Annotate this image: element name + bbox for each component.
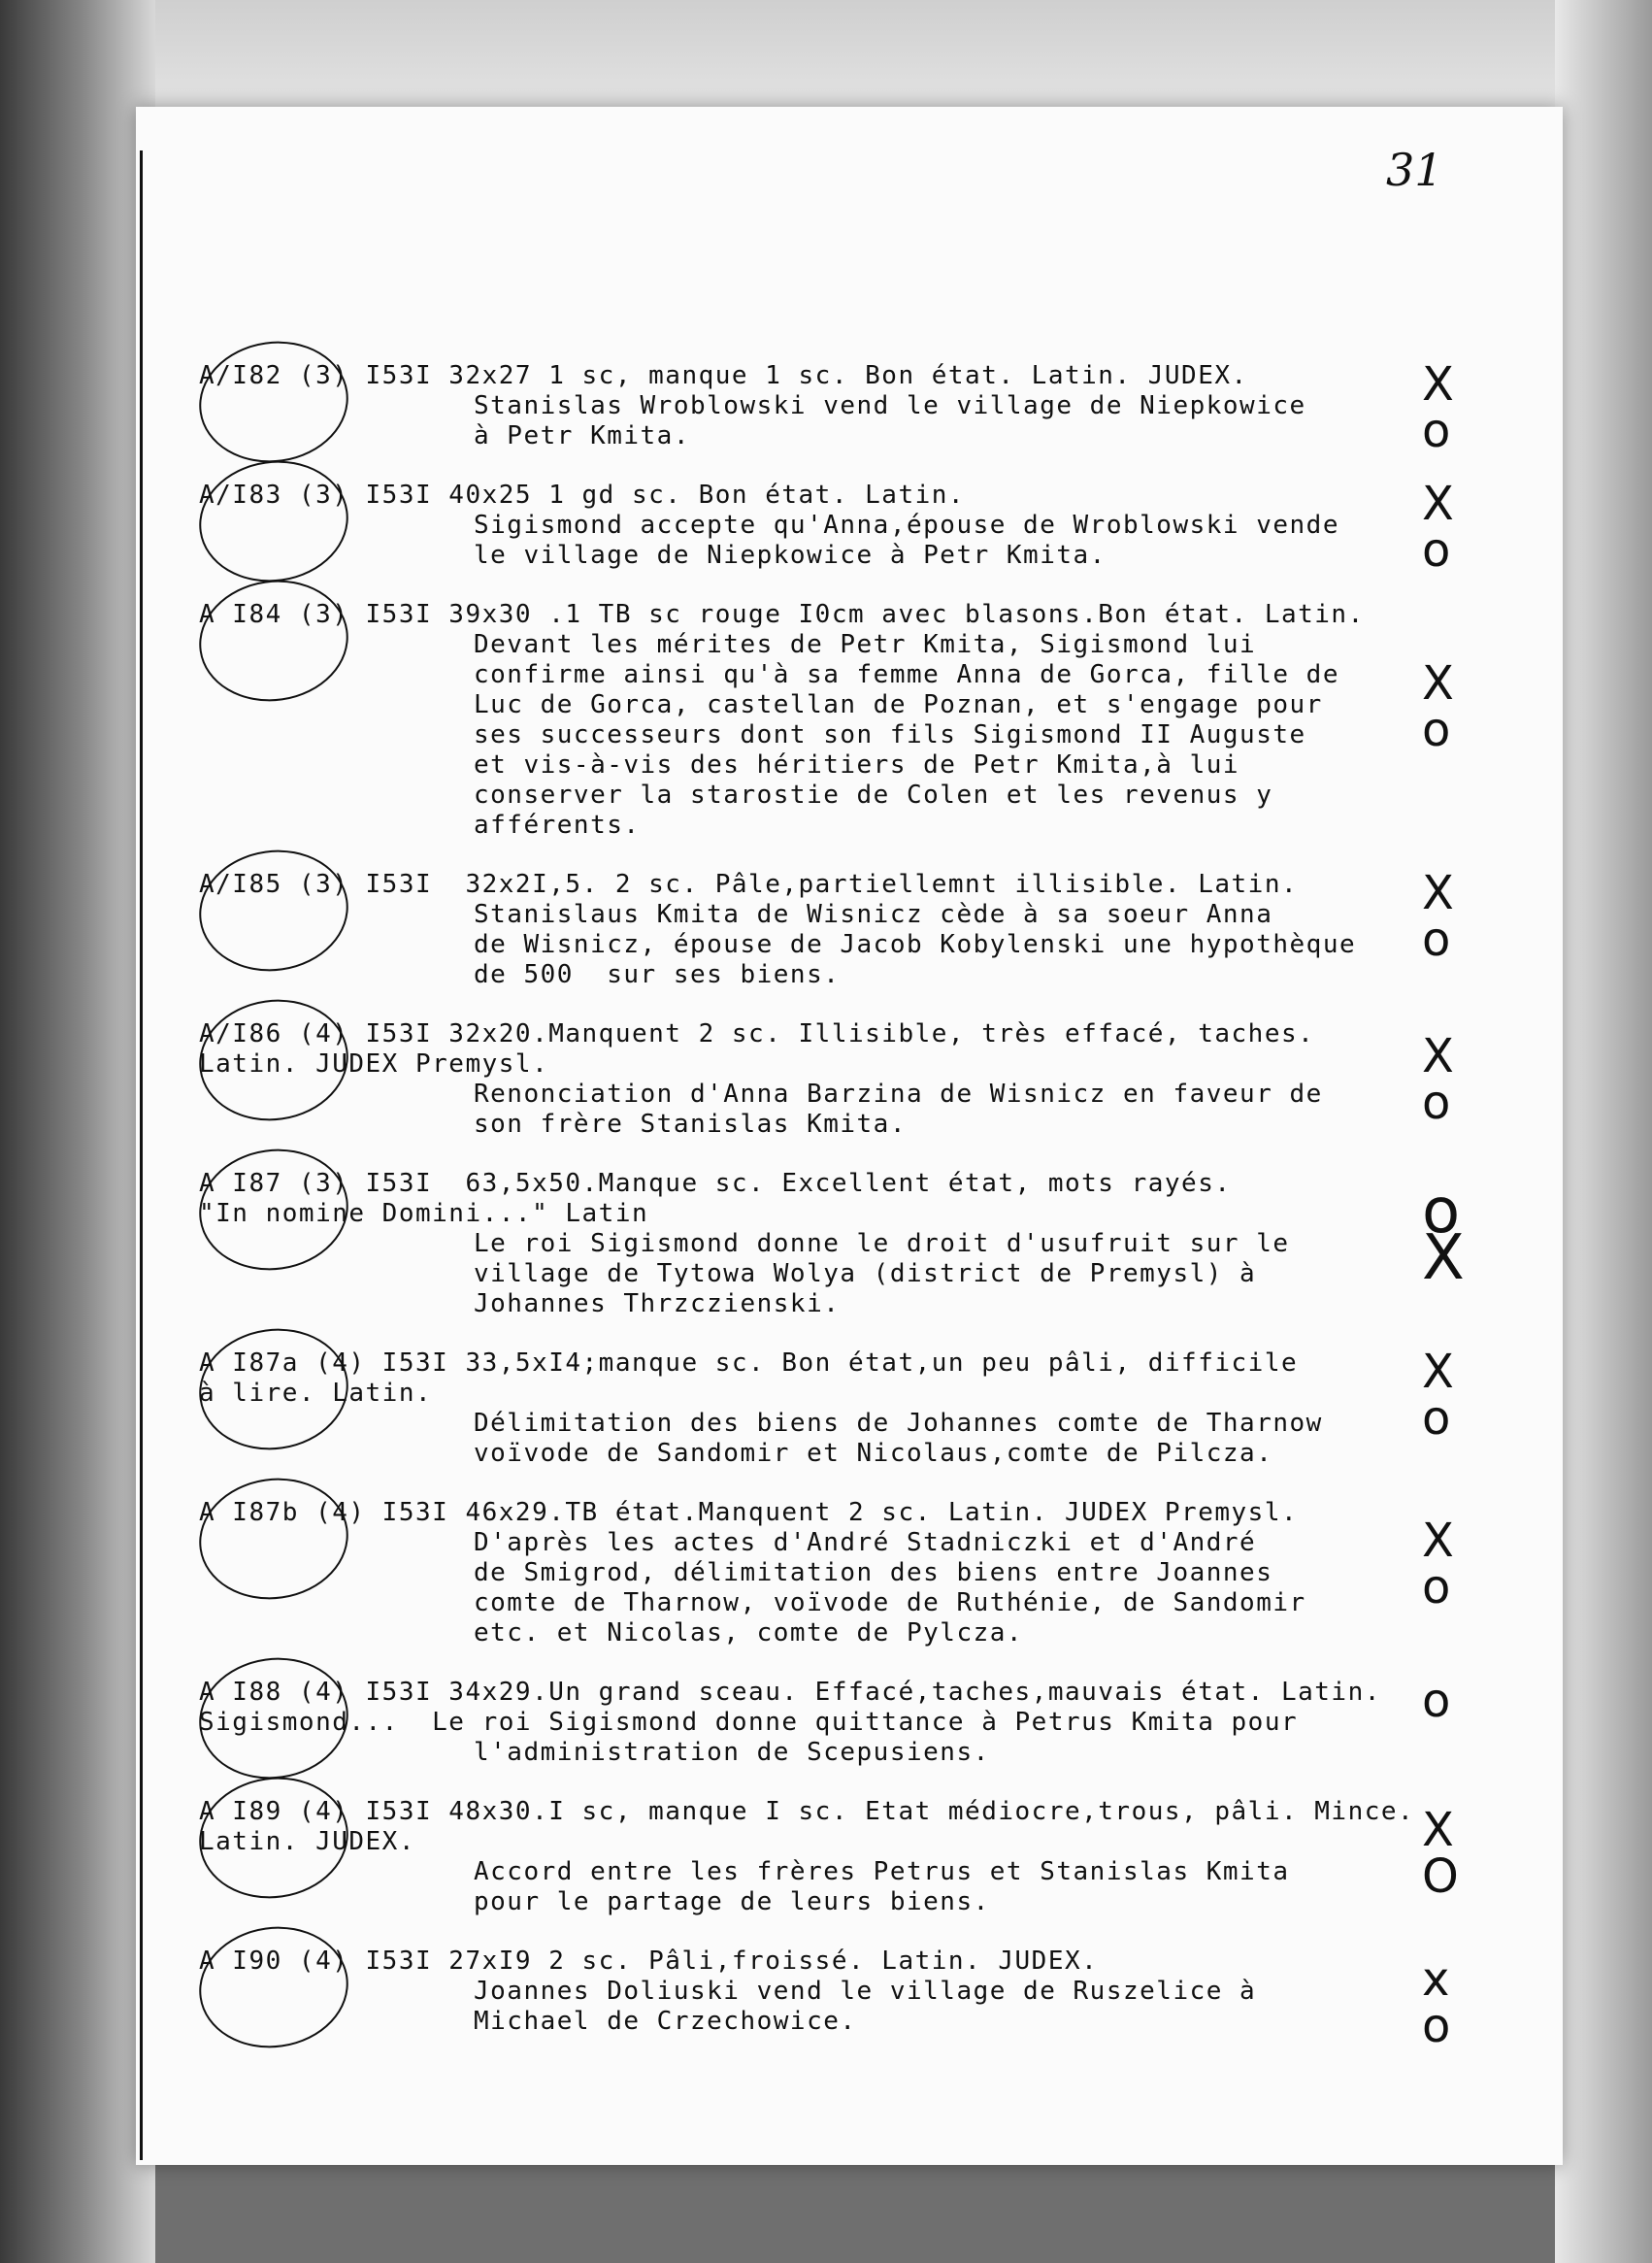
inventory-entry <box>199 1498 1490 1648</box>
entry-text-line: Luc de Gorca, castellan de Poznan, et s'engage pour <box>474 690 1323 719</box>
entry-text-line: Stanislas Wroblowski vend le village de Niepkowice <box>474 391 1306 420</box>
entry-header-line: A I87a (4) I53I 33,5xI4;manque sc. Bon état,un peu pâli, difficile <box>199 1348 1299 1378</box>
inventory-list <box>199 357 1490 2066</box>
entry-text-line: etc. et Nicolas, comte de Pylcza. <box>474 1618 1024 1647</box>
entry-text-line: le village de Niepkowice à Petr Kmita. <box>474 541 1107 570</box>
entry-text-line: Michael de Crzechowice. <box>474 2007 857 2036</box>
entry-text-line: Accord entre les frères Petrus et Stanislas Kmita <box>474 1857 1290 1886</box>
entry-header-line: A/I86 (4) I53I 32x20.Manquent 2 sc. Illisible, très effacé, taches. <box>199 1019 1315 1048</box>
handwritten-check-mark: x o <box>1422 1952 1451 2053</box>
entry-text-line: conserver la starostie de Colen et les revenus y <box>474 781 1273 810</box>
entry-text-line: comte de Tharnow, voïvode de Ruthénie, de Sandomir <box>474 1588 1306 1617</box>
entry-header-line: A/I85 (3) I53I 32x2I,5. 2 sc. Pâle,partiellemnt illisible. Latin. <box>199 870 1299 899</box>
scan-background-right <box>1555 0 1652 2263</box>
margin-rule <box>140 150 143 2160</box>
entry-text-line: afférents. <box>474 811 641 840</box>
entry-header-line: Latin. JUDEX Premysl. <box>199 1049 549 1079</box>
entry-text-line: Stanislaus Kmita de Wisnicz cède à sa soeur Anna <box>474 900 1273 929</box>
entry-text-line: l'administration de Scepusiens. <box>474 1738 990 1767</box>
handwritten-check-mark: X o <box>1422 1345 1454 1446</box>
page-number: 31 <box>1386 144 1443 196</box>
handwritten-check-mark: X O <box>1422 1803 1459 1904</box>
entry-text-line: Renonciation d'Anna Barzina de Wisnicz en faveur de <box>474 1080 1323 1109</box>
entry-text-line: Sigismond accepte qu'Anna,épouse de Wroblowski vende <box>474 511 1339 540</box>
entry-header-line: Sigismond... Le roi Sigismond donne quittance à Petrus Kmita pour <box>199 1708 1299 1737</box>
entry-header-line: A I89 (4) I53I 48x30.I sc, manque I sc. Etat médiocre,trous, pâli. Mince. <box>199 1797 1415 1826</box>
handwritten-check-mark: X o <box>1422 656 1454 757</box>
entry-text-line: D'après les actes d'André Stadniczki et d'André <box>474 1528 1257 1557</box>
handwritten-check-mark: o <box>1422 1674 1451 1728</box>
entry-text-line: confirme ainsi qu'à sa femme Anna de Gorca, fille de <box>474 660 1339 689</box>
inventory-entry <box>199 1019 1490 1140</box>
entry-text-line: de Smigrod, délimitation des biens entre Joannes <box>474 1558 1273 1587</box>
handwritten-check-mark: X o <box>1422 477 1454 578</box>
entry-text-line: Johannes Thrzczienski. <box>474 1289 841 1318</box>
handwritten-check-mark: X o <box>1422 1514 1454 1614</box>
entry-header-line: A/I83 (3) I53I 40x25 1 gd sc. Bon état. Latin. <box>199 481 966 510</box>
entry-text-line: Le roi Sigismond donne le droit d'usufruit sur le <box>474 1229 1290 1258</box>
inventory-entry <box>199 600 1490 841</box>
entry-text-line: Devant les mérites de Petr Kmita, Sigismond lui <box>474 630 1257 659</box>
entry-header-line: "In nomine Domini..." Latin <box>199 1199 649 1228</box>
entry-text-line: son frère Stanislas Kmita. <box>474 1110 907 1139</box>
handwritten-check-mark: X o <box>1422 866 1454 967</box>
inventory-entry <box>199 1947 1490 2053</box>
handwritten-check-mark: X o <box>1422 357 1454 458</box>
inventory-entry <box>199 1797 1490 1917</box>
inventory-entry <box>199 1169 1490 1319</box>
scan-background-left <box>0 0 155 2263</box>
handwritten-check-mark: o X <box>1422 1176 1465 1294</box>
entry-text-line: de 500 sur ses biens. <box>474 960 841 989</box>
entry-header-line: à lire. Latin. <box>199 1379 433 1408</box>
inventory-entry <box>199 1345 1490 1469</box>
entry-header-line: A I87 (3) I53I 63,5x50.Manque sc. Excellent état, mots rayés. <box>199 1169 1232 1198</box>
entry-text-line: et vis-à-vis des héritiers de Petr Kmita,à lui <box>474 750 1240 780</box>
entry-header-line: Latin. JUDEX. <box>199 1827 415 1856</box>
inventory-entry <box>199 477 1490 578</box>
entry-text-line: pour le partage de leurs biens. <box>474 1887 990 1916</box>
entry-text-line: de Wisnicz, épouse de Jacob Kobylenski une hypothèque <box>474 930 1357 959</box>
entry-header-line: A I88 (4) I53I 34x29.Un grand sceau. Effacé,taches,mauvais état. Latin. <box>199 1678 1381 1707</box>
entry-header-line: A/I82 (3) I53I 32x27 1 sc, manque 1 sc. Bon état. Latin. JUDEX. <box>199 361 1248 390</box>
entry-text-line: ses successeurs dont son fils Sigismond II Auguste <box>474 720 1306 749</box>
entry-text-line: Joannes Doliuski vend le village de Ruszelice à <box>474 1977 1257 2006</box>
entry-text-line: Délimitation des biens de Johannes comte de Tharnow <box>474 1409 1323 1438</box>
entry-text-line: voïvode de Sandomir et Nicolaus,comte de Pilcza. <box>474 1439 1273 1468</box>
entry-header-line: A I87b (4) I53I 46x29.TB état.Manquent 2 sc. Latin. JUDEX Premysl. <box>199 1498 1299 1527</box>
handwritten-check-mark: X o <box>1422 1029 1454 1130</box>
inventory-entry <box>199 1674 1490 1768</box>
entry-header-line: A I90 (4) I53I 27xI9 2 sc. Pâli,froissé. Latin. JUDEX. <box>199 1947 1099 1976</box>
entry-header-line: A I84 (3) I53I 39x30 .1 TB sc rouge I0cm avec blasons.Bon état. Latin. <box>199 600 1365 629</box>
inventory-entry <box>199 357 1490 458</box>
entry-text-line: à Petr Kmita. <box>474 421 690 450</box>
entry-text-line: village de Tytowa Wolya (district de Premysl) à <box>474 1259 1257 1288</box>
inventory-entry <box>199 866 1490 990</box>
